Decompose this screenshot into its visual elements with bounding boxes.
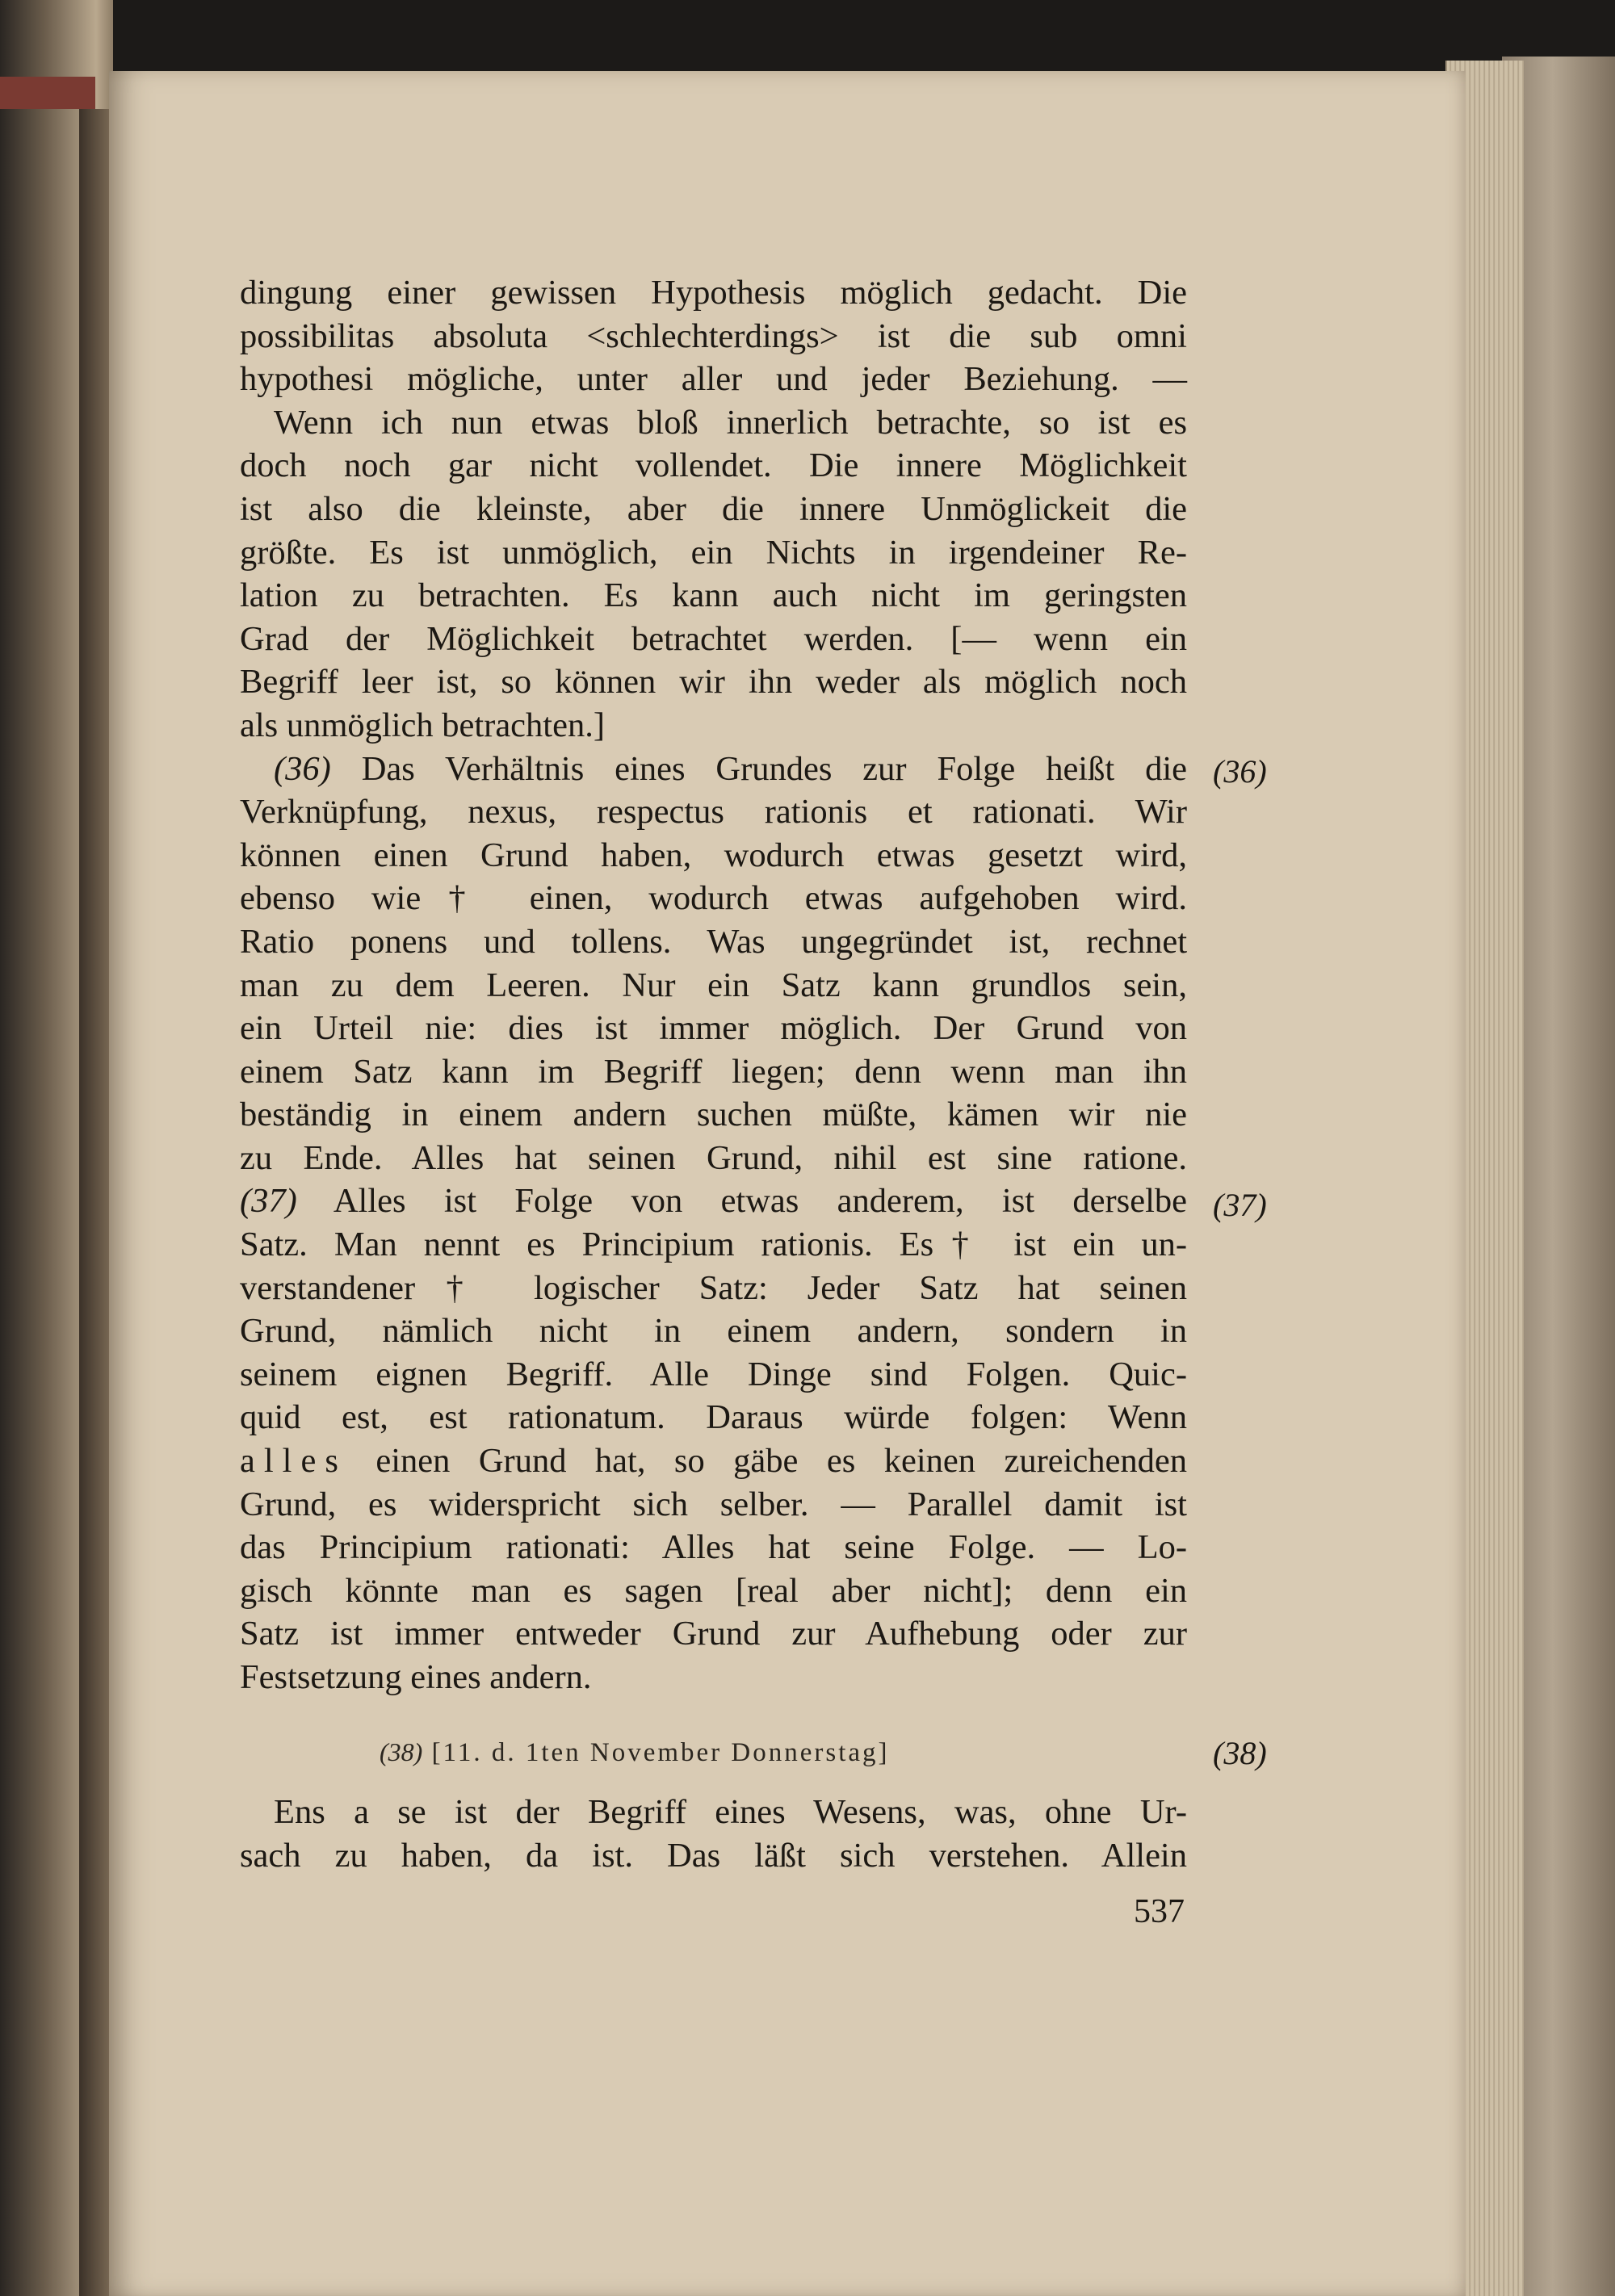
text-fragment: Das Verhältnis eines Grundes zur Folge heißt die [361, 749, 1187, 788]
spaced-emphasis: alles [240, 1442, 347, 1481]
text-line: ein Urteil nie: dies ist immer möglich. Der Grund von [240, 1009, 1187, 1048]
text-line: dingung einer gewissen Hypothesis möglich gedacht. Die [240, 274, 1187, 312]
text-fragment: einen Grund hat, so gäbe es keinen zureichenden [375, 1442, 1187, 1481]
page-number: 537 [1134, 1893, 1185, 1930]
text-line: Grund, es widerspricht sich selber. — Parallel damit ist [240, 1485, 1187, 1523]
text-line: einem Satz kann im Begriff liegen; denn wenn man ihn [240, 1052, 1187, 1091]
text-line: Satz. Man nennt es Principium rationis. Es† ist ein un- [240, 1226, 1187, 1264]
text-line: als unmöglich betrachten.] [240, 706, 605, 744]
text-line: lation zu betrachten. Es kann auch nicht im geringsten [240, 576, 1187, 615]
text-line: ebenso wie† einen, wodurch etwas aufgehoben wird. [240, 879, 1187, 918]
text-line [240, 1179, 1187, 1223]
text-line: Grund, nämlich nicht in einem andern, sondern in [240, 1312, 1187, 1351]
inline-section-marker: (36) [274, 749, 331, 788]
text-line: doch noch gar nicht vollendet. Die innere Möglichkeit [240, 446, 1187, 485]
text-line: Grad der Möglichkeit betrachtet werden. [— wenn ein [240, 619, 1187, 658]
text-line: beständig in einem andern suchen müßte, kämen wir nie [240, 1096, 1187, 1134]
heading-text: [11. d. 1ten November Donnerstag] [431, 1738, 890, 1767]
text-line: Wenn ich nun etwas bloß innerlich betrachte, so ist es [274, 403, 1187, 442]
text-line: zu Ende. Alles hat seinen Grund, nihil est sine ratione. [240, 1138, 1187, 1177]
text-line: seinem eignen Begriff. Alle Dinge sind Folgen. Quic- [240, 1355, 1187, 1393]
text-line: Festsetzung eines andern. [240, 1658, 592, 1696]
text-line: possibilitas absoluta <schlechterdings> ist die sub omni [240, 316, 1187, 355]
margin-section-marker: (38) [1213, 1735, 1267, 1771]
left-page-red-strip [0, 77, 95, 109]
margin-section-marker: (37) [1213, 1187, 1267, 1223]
text-line: quid est, est rationatum. Daraus würde folgen: Wenn [240, 1398, 1187, 1437]
text-line: verstandener† logischer Satz: Jeder Satz hat seinen [240, 1268, 1187, 1307]
text-line: Verknüpfung, nexus, respectus rationis et rationati. Wir [240, 793, 1187, 832]
text-line [240, 1439, 1187, 1483]
text-fragment: Alles ist Folge von etwas anderem, ist derselbe [333, 1182, 1187, 1221]
heading-section-marker: (38) [380, 1737, 423, 1766]
text-line: gisch könnte man es sagen [real aber nicht]; denn ein [240, 1571, 1187, 1610]
text-line: sach zu haben, da ist. Das läßt sich verstehen. Allein [240, 1836, 1187, 1875]
date-heading [380, 1737, 890, 1768]
text-line: hypothesi mögliche, unter aller und jeder Beziehung. — [240, 360, 1187, 399]
book-gutter [79, 109, 111, 2296]
text-line: Ens a se ist der Begriff eines Wesens, was, ohne Ur- [274, 1793, 1187, 1831]
text-line: man zu dem Leeren. Nur ein Satz kann grundlos sein, [240, 966, 1187, 1004]
closing-text [240, 1791, 1187, 1877]
text-line: Ratio ponens und tollens. Was ungegründet ist, rechnet [240, 922, 1187, 961]
main-text [240, 271, 1187, 1699]
text-line: Begriff leer ist, so können wir ihn weder als möglich noch [240, 663, 1187, 702]
text-line: größte. Es ist unmöglich, ein Nichts in irgendeiner Re- [240, 533, 1187, 572]
inline-section-marker: (37) [240, 1182, 297, 1221]
margin-section-marker: (36) [1213, 753, 1267, 790]
text-line [240, 748, 1187, 791]
text-line: können einen Grund haben, wodurch etwas gesetzt wird, [240, 836, 1187, 874]
text-line: ist also die kleinste, aber die innere Unmöglickeit die [240, 489, 1187, 528]
text-line: Satz ist immer entweder Grund zur Aufhebung oder zur [240, 1615, 1187, 1653]
text-line: das Principium rationati: Alles hat seine Folge. — Lo- [240, 1528, 1187, 1567]
